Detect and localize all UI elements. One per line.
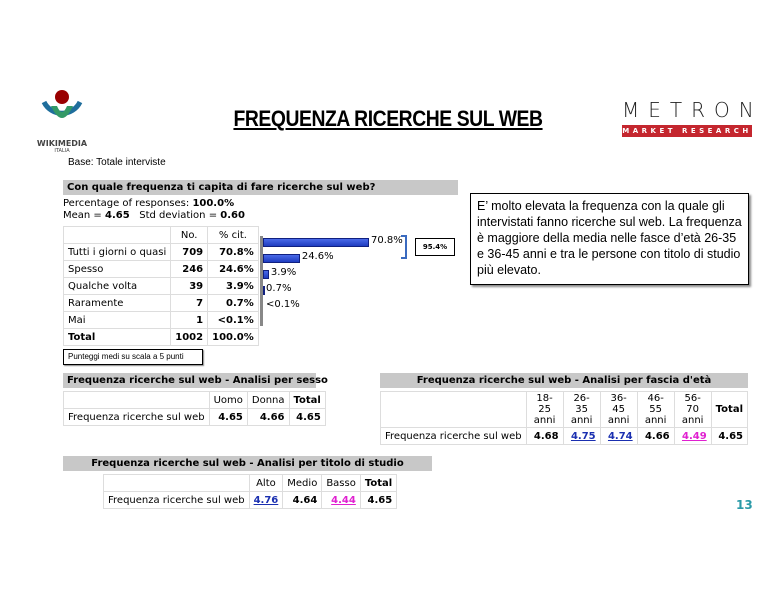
sex-analysis: Frequenza ricerche sul web - Analisi per sesso Uomo Donna Total Frequenza ricerche sul web 4.65 4.66 4.65 xyxy=(63,373,316,426)
base-note: Base: Totale interviste xyxy=(68,157,166,168)
bar-0 xyxy=(263,238,369,247)
mean-stat: Mean = 4.65 Std deviation = 0.60 xyxy=(63,210,245,221)
wikimedia-logo: WIKIMEDIA ITALIA xyxy=(30,88,94,154)
bar-3 xyxy=(263,286,265,295)
bar-label-1: 24.6% xyxy=(301,251,334,262)
bar-1 xyxy=(263,254,300,263)
table-row: Raramente 7 0.7% xyxy=(64,295,259,312)
question-title: Con quale frequenza ti capita di fare ricerche sul web? xyxy=(63,180,458,195)
bar-label-4: <0.1% xyxy=(266,299,300,310)
page-number: 13 xyxy=(736,498,753,512)
table-row: Frequenza ricerche sul web 4.68 4.75 4.74 4.66 4.49 4.65 xyxy=(381,428,748,445)
bar-2 xyxy=(263,270,269,279)
table-row: Spesso 246 24.6% xyxy=(64,261,259,278)
page-title: FREQUENZA RICERCHE SUL WEB xyxy=(233,106,543,131)
scale-note: Punteggi medi su scala a 5 punti xyxy=(63,349,203,365)
combined-percent-box: 95.4% xyxy=(415,238,455,256)
frequency-bar-chart xyxy=(260,235,403,326)
callout-text: E’ molto elevata la frequenza con la quale gli intervistati fanno ricerche sul web. La frequenza è maggiore della media nelle fasce d’età 26-35 e 36-45 anni e tra le persone con titolo di studio più elevato. xyxy=(470,193,749,285)
table-row: Tutti i giorni o quasi 709 70.8% xyxy=(64,244,259,261)
age-analysis: Frequenza ricerche sul web - Analisi per fascia d'età 18-25 anni 26-35 anni 36-45 anni 46-55 anni 56-70 anni Total Frequenza ricerche sul web 4.68 4.75 4.74 4.66 4.49 4.65 xyxy=(380,373,748,445)
bracket xyxy=(401,235,407,259)
bar-label-0: 70.8% xyxy=(371,235,403,246)
frequency-table: No. % cit. Tutti i giorni o quasi 709 70.8% Spesso 246 24.6% Qualche volta 39 3.9% Raramente 7 0.7% Mai 1 <0.1% Total 1002 100.0% xyxy=(63,226,259,346)
bar-label-2: 3.9% xyxy=(270,267,297,278)
total-row: Total 1002 100.0% xyxy=(64,329,259,346)
table-row: Mai 1 <0.1% xyxy=(64,312,259,329)
table-row: Frequenza ricerche sul web 4.65 4.66 4.65 xyxy=(64,409,326,426)
wikimedia-logo-icon xyxy=(37,88,87,134)
metron-logo: METRON MARKET RESEARCH xyxy=(622,98,763,135)
response-stat: Percentage of responses: 100.0% xyxy=(63,198,235,209)
table-row: Frequenza ricerche sul web 4.76 4.64 4.44 4.65 xyxy=(104,492,397,509)
study-analysis: Frequenza ricerche sul web - Analisi per titolo di studio Alto Medio Basso Total Frequenza ricerche sul web 4.76 4.64 4.44 4.65 xyxy=(63,456,432,509)
bar-label-3: 0.7% xyxy=(266,283,292,294)
table-row: Qualche volta 39 3.9% xyxy=(64,278,259,295)
